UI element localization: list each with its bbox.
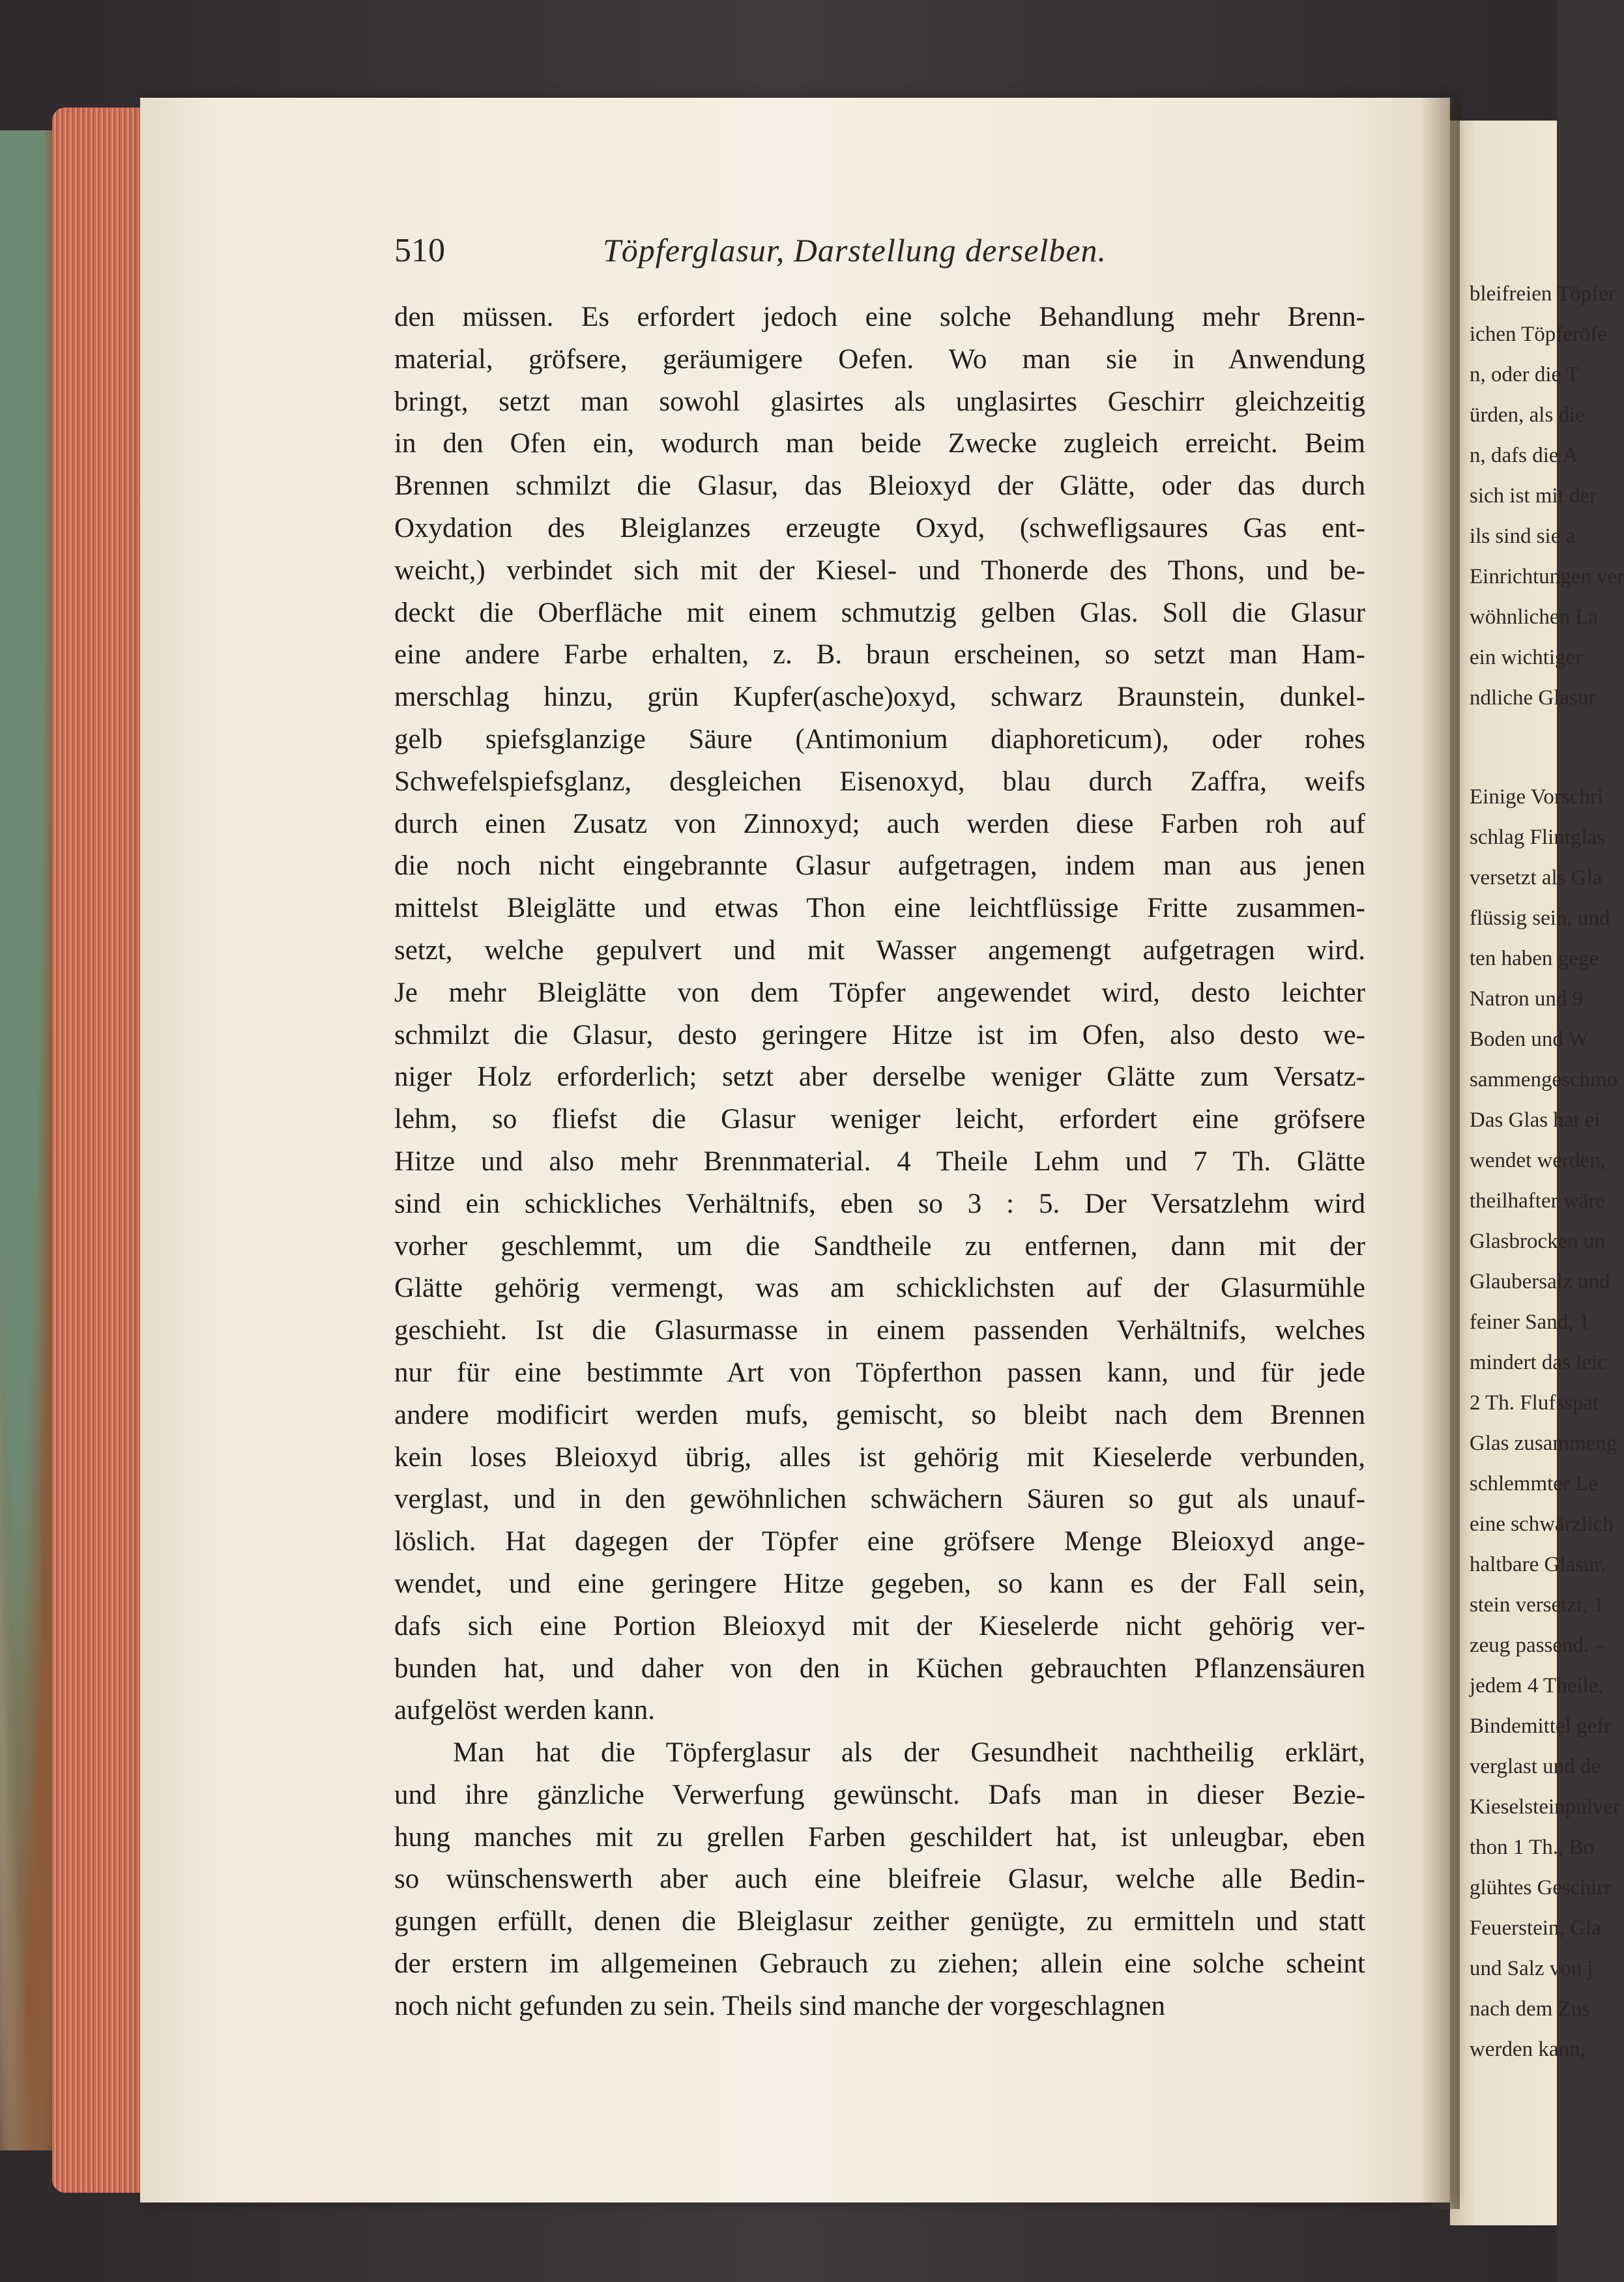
facing-page-line: Kieselsteinpulver <box>1470 1795 1620 1819</box>
text-line: Brennen schmilzt die Glasur, das Bleioxyd der Glätte, oder das durch <box>394 470 1365 502</box>
facing-page-line: Boden und W <box>1470 1028 1589 1051</box>
facing-page-line: flüssig sein, und <box>1470 906 1610 930</box>
facing-page-line: ein wichtiger <box>1470 646 1583 669</box>
facing-page-line: stein versetzt, 1 <box>1470 1593 1604 1617</box>
page-number: 510 <box>394 232 445 269</box>
text-line: schmilzt die Glasur, desto geringere Hitze ist im Ofen, also desto we- <box>394 1019 1365 1050</box>
facing-page-gap <box>1470 718 1561 777</box>
facing-page-line: wöhnlichen La <box>1470 605 1599 629</box>
facing-page-line: n, oder die T <box>1470 363 1580 386</box>
facing-page-line: Bindemittel gefr <box>1470 1714 1612 1738</box>
facing-page-line: feiner Sand, 1 <box>1470 1310 1590 1334</box>
text-line: in den Ofen ein, wodurch man beide Zwecke zugleich erreicht. Beim <box>394 428 1365 459</box>
facing-page-line: Einige Vorschri <box>1470 785 1604 809</box>
text-line: eine andere Farbe erhalten, z. B. braun erscheinen, so setzt man Ham- <box>394 639 1365 671</box>
text-line: weicht,) verbindet sich mit der Kiesel- und Thonerde des Thons, und be- <box>394 555 1365 586</box>
facing-page-line: zeug passend. – <box>1470 1634 1606 1657</box>
facing-page-line: werden kann, <box>1470 2038 1586 2061</box>
facing-page-line: und Salz von j <box>1470 1957 1593 1980</box>
facing-page-line: ils sind sie a <box>1470 525 1576 548</box>
page-gutter-shadow <box>1421 98 1460 2209</box>
facing-page-line: jedem 4 Theile, <box>1470 1674 1604 1697</box>
text-line: Schwefelspiefsglanz, desgleichen Eisenoxyd, blau durch Zaffra, weifs <box>394 766 1365 797</box>
text-line: bringt, setzt man sowohl glasirtes als unglasirtes Geschirr gleichzeitig <box>394 386 1365 417</box>
facing-page-line: Natron und 9 <box>1470 987 1584 1011</box>
text-line: löslich. Hat dagegen der Töpfer eine gröfsere Menge Bleioxyd ange- <box>394 1526 1365 1557</box>
text-line: bunden hat, und daher von den in Küchen gebrauchten Pflanzensäuren <box>394 1653 1365 1684</box>
text-line: vorher geschlemmt, um die Sandtheile zu entfernen, dann mit der <box>394 1230 1365 1262</box>
text-line: nur für eine bestimmte Art von Töpferthon passen kann, und für jede <box>394 1357 1365 1388</box>
text-line: aufgelöst werden kann. <box>394 1695 655 1726</box>
facing-page-line: Einrichtungen ver <box>1470 565 1624 588</box>
facing-page-line: versetzt als Gla <box>1470 866 1602 889</box>
facing-page-line: schlemmter Le <box>1470 1472 1599 1495</box>
text-line: Je mehr Bleiglätte von dem Töpfer angewendet wird, desto leichter <box>394 977 1365 1008</box>
facing-page-line: nach dem Zus <box>1470 1997 1591 2021</box>
page-edges-left <box>52 108 150 2193</box>
facing-page-line: ten haben gege <box>1470 947 1599 970</box>
facing-page-line: schlag Flintglas <box>1470 826 1606 849</box>
facing-page-line: Glaubersalz und <box>1470 1270 1610 1293</box>
facing-page-line: mindert das leic <box>1470 1351 1607 1374</box>
page-body-text <box>394 296 1365 2028</box>
text-line: gungen erfüllt, denen die Bleiglasur zeither genügte, zu ermitteln und statt <box>394 1906 1365 1937</box>
text-line: setzt, welche gepulvert und mit Wasser angemengt aufgetragen wird. <box>394 934 1365 966</box>
facing-page-text <box>1470 274 1624 2070</box>
facing-page-line: ichen Töpferöfe <box>1470 323 1608 346</box>
text-line: merschlag hinzu, grün Kupfer(asche)oxyd, schwarz Braunstein, dunkel- <box>394 682 1365 713</box>
facing-page-line: Das Glas hat ei <box>1470 1108 1601 1132</box>
text-line: der erstern im allgemeinen Gebrauch zu ziehen; allein eine solche scheint <box>394 1948 1365 1980</box>
text-line: Oxydation des Bleiglanzes erzeugte Oxyd, (schwefligsaures Gas ent- <box>394 512 1365 543</box>
facing-page-line: ndliche Glasur <box>1470 686 1596 710</box>
text-line: Hitze und also mehr Brennmaterial. 4 Theile Lehm und 7 Th. Glätte <box>394 1146 1365 1177</box>
text-line: wendet, und eine geringere Hitze gegeben, so kann es der Fall sein, <box>394 1568 1365 1599</box>
facing-page-line: sich ist mit der <box>1470 484 1597 508</box>
text-line: gelb spiefsglanzige Säure (Antimonium diaphoreticum), oder rohes <box>394 723 1365 755</box>
text-line: niger Holz erforderlich; setzt aber derselbe weniger Glätte zum Versatz- <box>394 1062 1365 1093</box>
text-line: den müssen. Es erfordert jedoch eine solche Behandlung mehr Brenn- <box>394 302 1365 332</box>
text-line: geschieht. Ist die Glasurmasse in einem passenden Verhältnifs, welches <box>394 1315 1365 1346</box>
text-line: Man hat die Töpferglasur als der Gesundheit nachtheilig erklärt, <box>453 1737 1365 1769</box>
running-title: Töpferglasur, Darstellung derselben. <box>603 232 1107 268</box>
facing-page-line: Feuerstein, Gla <box>1470 1916 1601 1940</box>
page-header <box>394 231 1365 277</box>
facing-page-line: thon 1 Th., Bo <box>1470 1836 1594 1859</box>
facing-page-line: theilhafter wäre <box>1470 1189 1605 1213</box>
facing-page-line: n, dafs die A <box>1470 444 1578 467</box>
facing-page-line: 2 Th. Flufsspat <box>1470 1391 1599 1415</box>
text-line: hung manches mit zu grellen Farben geschildert hat, ist unleugbar, eben <box>394 1821 1365 1853</box>
text-line: noch nicht gefunden zu sein. Theils sind manche der vorgeschlagnen <box>394 1990 1165 2021</box>
text-line: deckt die Oberfläche mit einem schmutzig gelben Glas. Soll die Glasur <box>394 597 1365 628</box>
text-line: material, gröfsere, geräumigere Oefen. Wo man sie in Anwendung <box>394 343 1365 375</box>
text-line: lehm, so fliefst die Glasur weniger leicht, erfordert eine gröfsere <box>394 1104 1365 1135</box>
text-line: durch einen Zusatz von Zinnoxyd; auch werden diese Farben roh auf <box>394 808 1365 839</box>
text-line: mittelst Bleiglätte und etwas Thon eine leichtflüssige Fritte zusammen- <box>394 893 1365 924</box>
text-line: sind ein schickliches Verhältnifs, eben so 3 : 5. Der Versatzlehm wird <box>394 1188 1365 1219</box>
text-line: die noch nicht eingebrannte Glasur aufgetragen, indem man aus jenen <box>394 850 1365 882</box>
facing-page-line: wendet werden, <box>1470 1149 1606 1172</box>
facing-page-line: haltbare Glasur. <box>1470 1553 1606 1576</box>
facing-page-line: bleifreien Töpfer <box>1470 282 1616 306</box>
text-line: so wünschenswerth aber auch eine bleifreie Glasur, welche alle Bedin- <box>394 1864 1365 1895</box>
facing-page-line: Glas zusammeng <box>1470 1432 1617 1455</box>
text-line: dafs sich eine Portion Bleioxyd mit der Kieselerde nicht gehörig ver- <box>394 1610 1365 1641</box>
text-line: kein loses Bleioxyd übrig, alles ist gehörig mit Kieselerde verbunden, <box>394 1441 1365 1473</box>
text-line: Glätte gehörig vermengt, was am schicklichsten auf der Glasurmühle <box>394 1273 1365 1304</box>
text-line: andere modificirt werden mufs, gemischt, so bleibt nach dem Brennen <box>394 1399 1365 1430</box>
facing-page-line: verglast und de <box>1470 1755 1601 1778</box>
text-line: verglast, und in den gewöhnlichen schwächern Säuren so gut als unauf- <box>394 1484 1365 1515</box>
facing-page-line: sammengeschmo <box>1470 1068 1618 1091</box>
facing-page-line: eine schwärzlich <box>1470 1512 1614 1536</box>
facing-page-line: glühtes Geschirr <box>1470 1876 1612 1899</box>
facing-page-line: Glasbrocken un <box>1470 1230 1606 1253</box>
text-line: und ihre gänzliche Verwerfung gewünscht. Dafs man in dieser Bezie- <box>394 1779 1365 1810</box>
facing-page-line: ürden, als die <box>1470 403 1585 427</box>
